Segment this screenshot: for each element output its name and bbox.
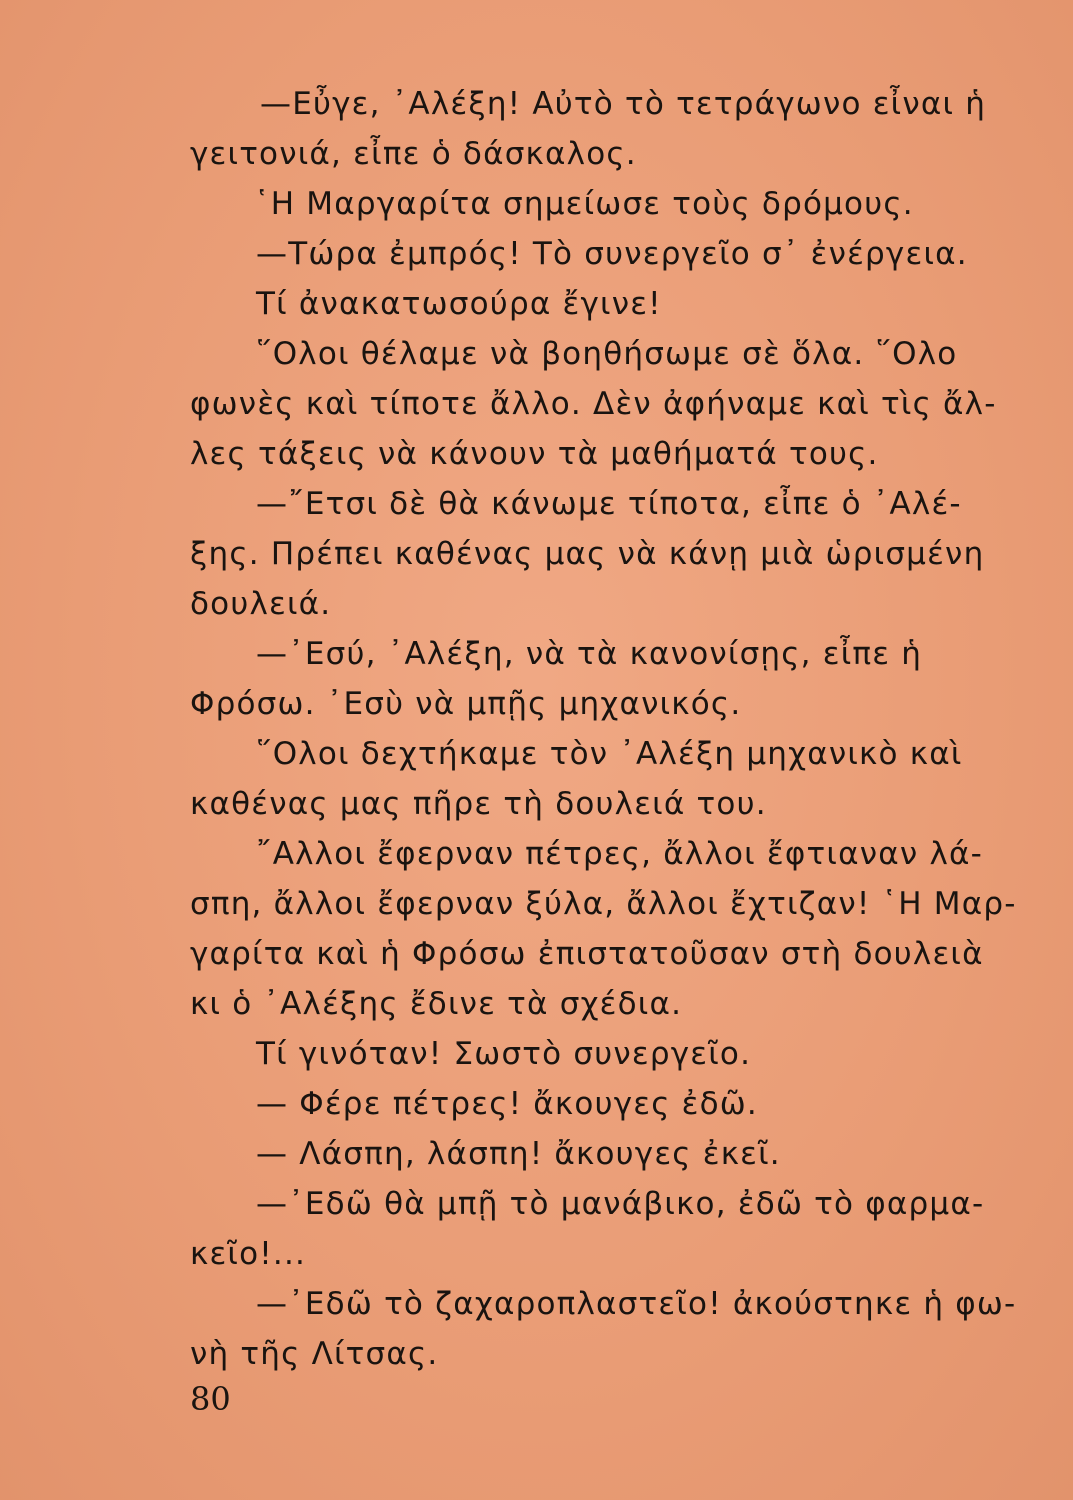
text-line: καθένας μας πῆρε τὴ δουλειά του.: [190, 786, 767, 822]
text-line: Τί ἀνακατωσούρα ἔγινε!: [256, 286, 662, 322]
text-line: ῎Αλλοι ἔφερναν πέτρες, ἄλλοι ἔφτιαναν λά-: [256, 836, 984, 872]
text-line: λες τάξεις νὰ κάνουν τὰ μαθήματά τους.: [190, 436, 879, 472]
text-line: σπη, ἄλλοι ἔφερναν ξύλα, ἄλλοι ἔχτιζαν! ῾Η Μαρ-: [190, 886, 1017, 922]
text-line: ῾Η Μαργαρίτα σημείωσε τοὺς δρόμους.: [254, 186, 914, 222]
text-line: —Εὖγε, ᾿Αλέξη! Αὐτὸ τὸ τετράγωνο εἶναι ἡ: [260, 86, 987, 122]
page-number: 80: [190, 1380, 231, 1418]
text-line: φωνὲς καὶ τίποτε ἄλλο. Δὲν ἀφήναμε καὶ τὶς ἄλ-: [190, 386, 997, 422]
text-line: γειτονιά, εἶπε ὁ δάσκαλος.: [190, 136, 637, 172]
text-line: —῎Ετσι δὲ θὰ κάνωμε τίποτα, εἶπε ὁ ᾿Αλέ-: [256, 486, 962, 522]
text-line: —᾿Εδῶ τὸ ζαχαροπλαστεῖο! ἀκούστηκε ἡ φω-: [256, 1286, 1017, 1322]
text-line: νὴ τῆς Λίτσας.: [190, 1336, 439, 1372]
text-line: δουλειά.: [190, 586, 332, 622]
text-line: —᾿Εδῶ θὰ μπῇ τὸ μανάβικο, ἐδῶ τὸ φαρμα-: [256, 1186, 985, 1222]
text-line: — Λάσπη, λάσπη! ἄκουγες ἐκεῖ.: [256, 1136, 781, 1172]
text-line: γαρίτα καὶ ἡ Φρόσω ἐπιστατοῦσαν στὴ δουλειὰ: [190, 936, 984, 972]
text-line: ῞Ολοι δεχτήκαμε τὸν ᾿Αλέξη μηχανικὸ καὶ: [256, 736, 963, 772]
text-line: — Φέρε πέτρες! ἄκουγες ἐδῶ.: [256, 1086, 758, 1122]
text-line: ξης. Πρέπει καθένας μας νὰ κάνῃ μιὰ ὡρισμένη: [190, 536, 985, 572]
text-line: κι ὁ ᾿Αλέξης ἔδινε τὰ σχέδια.: [190, 986, 683, 1022]
text-line: Τί γινόταν! Σωστὸ συνεργεῖο.: [256, 1036, 752, 1072]
text-line: —Τώρα ἐμπρός! Τὸ συνεργεῖο σ᾿ ἐνέργεια.: [256, 236, 968, 272]
text-line: Φρόσω. ᾿Εσὺ νὰ μπῇς μηχανικός.: [190, 686, 742, 722]
text-line: —᾿Εσύ, ᾿Αλέξη, νὰ τὰ κανονίσῃς, εἶπε ἡ: [256, 636, 923, 672]
text-line: κεῖο!...: [190, 1236, 307, 1272]
text-line: ῞Ολοι θέλαμε νὰ βοηθήσωμε σὲ ὅλα. ῞Ολο: [256, 336, 958, 372]
